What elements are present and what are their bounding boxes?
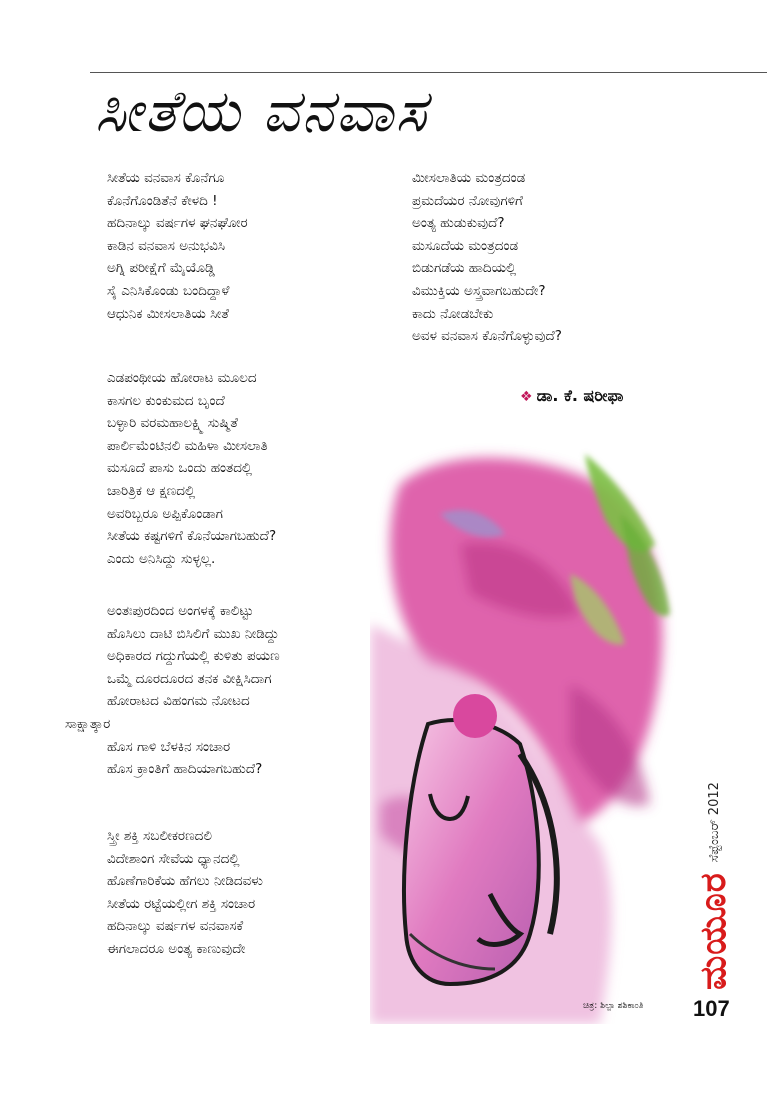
poem-line: ಅಗ್ನಿ ಪರೀಕ್ಷೆಗೆ ಮೈಯೊಡ್ಡಿ [107,260,216,277]
poem-line: ಕಾದು ನೋಡಬೇಕು [412,305,494,322]
poem-line: ವಿದೇಶಾಂಗ ಸೇವೆಯ ಧ್ಯಾನದಲ್ಲಿ [107,850,240,867]
poem-line: ಈಗಲಾದರೂ ಅಂತ್ಯ ಕಾಣುವುದೇ [107,940,246,957]
poem-line: ಬಳ್ಳಾರಿ ವರಮಹಾಲಕ್ಷ್ಮಿ ಸುಷ್ಮಿತೆ [107,415,238,432]
stanza-right [412,167,562,348]
poem-line: ಆಧುನಿಕ ಮೀಸಲಾತಿಯ ಸೀತೆ [107,305,229,322]
poem-line: ಸೀತೆಯ ರಟ್ಟೆಯಲ್ಲೀಗ ಶಕ್ತಿ ಸಂಚಾರ [107,895,256,912]
diamond-bullet-icon: ❖ [520,389,533,405]
poem-line: ಕೊನೆಗೊಂಡಿತೆನೆ ಕೇಳದಿ ! [107,192,218,209]
poem-line: ಹೊಸ ಗಾಳಿ ಬೆಳಕಿನ ಸಂಚಾರ [107,738,231,755]
poem-line: ಹೊಸ ಕ್ರಾಂತಿಗೆ ಹಾದಿಯಾಗಬಹುದೆ? [107,761,263,778]
poem-line: ಸೈ ಎನಿಸಿಕೊಂಡು ಬಂದಿದ್ದಾಳೆ [107,282,230,299]
poem-title: ಸೀತೆಯ ವನವಾಸ [95,77,429,145]
poem-line: ಸೀತೆಯ ಕಷ್ಟಗಳಿಗೆ ಕೊನೆಯಾಗಬಹುದೆ? [107,528,277,545]
poem-line: ಅಂತಃಪುರದಿಂದ ಅಂಗಳಕ್ಕೆ ಕಾಲಿಟ್ಟು [107,603,254,619]
poem-line: ಅಧಿಕಾರದ ಗದ್ದುಗೆಯಲ್ಲಿ ಕುಳಿತು ಪಯಣ [107,648,280,665]
poem-line: ಹೊಣೆಗಾರಿಕೆಯ ಹೆಗಲು ನೀಡಿದವಳು [107,873,263,890]
page-number: 107 [693,996,730,1021]
issue-date: ಸೆಪ್ಟೆಂಬರ್ 2012 [706,782,722,863]
stanza-2 [107,367,276,570]
poem-line: ಸೀತೆಯ ವನವಾಸ ಕೊನೆಗೂ [107,170,225,186]
poem-line: ಸ್ತ್ರೀ ಶಕ್ತಿ ಸಬಲೀಕರಣದಲಿ [107,828,212,844]
poem-line: ಬಿಡುಗಡೆಯ ಹಾದಿಯಲ್ಲಿ [412,260,517,277]
poem-line: ಅವರಿಬ್ಬರೂ ಅಪ್ಪಿಕೊಂಡಾಗ [107,505,223,522]
watercolor-illustration [370,424,688,1024]
stanza-3 [65,600,280,781]
poem-line: ಪ್ರಮದೆಯರ ನೋವುಗಳಿಗೆ [412,192,523,209]
poem-line: ಮಸೂದೆಯ ಮಂತ್ರದಂಡ [412,237,519,254]
poem-line: ಎಡಪಂಥೀಯ ಹೋರಾಟ ಮೂಲದ [107,370,257,386]
poem-line: ಕಾಡಿನ ವನವಾಸ ಅನುಭವಿಸಿ [107,237,225,254]
stanza-1 [107,167,248,325]
top-rule [90,72,767,73]
stanza-4 [107,825,263,961]
poem-line: ಚಾರಿತ್ರಿಕ ಆ ಕ್ಷಣದಲ್ಲಿ [107,482,196,499]
poem-line: ಹದಿನಾಲ್ಕು ವರ್ಷಗಳ ಘನಘೋರ [107,215,248,232]
poem-line: ಎಂದು ಅನಿಸಿದ್ದು ಸುಳ್ಳಲ್ಲ. [107,550,216,567]
poem-line: ಒಮ್ಮೆ ದೂರದೂರದ ತನಕ ವೀಕ್ಷಿಸಿದಾಗ [107,670,272,687]
author-byline [520,386,623,406]
poem-line: ಕಾಸಗಲ ಕುಂಕುಮದ ಬೃಂದೆ [107,392,225,409]
poem-line: ಸಾಕ್ಷಾತ್ಕಾರ [65,715,111,732]
poem-line: ಮಸೂದೆ ಪಾಸು ಒಂದು ಹಂತದಲ್ಲಿ [107,460,253,477]
poem-line: ವಿಮುಕ್ತಿಯ ಅಸ್ತ್ರವಾಗಬಹುದೇ? [412,282,546,299]
magazine-name: ಮಯೂರ [693,872,734,990]
illustration-credit: ಚಿತ್ರ: ಶಿಲ್ಪಾ ಶಶಿಕಾಂತಿ [583,1001,644,1011]
poem-line: ಹೊಸಿಲು ದಾಟಿ ಬಿಸಿಲಿಗೆ ಮುಖ ನೀಡಿದ್ದು [107,625,279,642]
poem-line: ಹೋರಾಟದ ವಿಹಂಗಮ ನೋಟದ [107,693,250,710]
poem-line: ಹದಿನಾಲ್ಕು ವರ್ಷಗಳ ವನವಾಸಕೆ [107,918,244,935]
poem-line: ಅಂತ್ಯ ಹುಡುಕುವುದೆ? [412,215,505,232]
poem-line: ಅವಳ ವನವಾಸ ಕೊನೆಗೊಳ್ಳುವುದೆ? [412,328,562,345]
author-name: ಡಾ. ಕೆ. ಷರೀಫಾ [536,386,624,405]
poem-line: ಮೀಸಲಾತಿಯ ಮಂತ್ರದಂಡ [412,170,526,186]
poem-line: ಪಾರ್ಲಿಮೆಂಟಿನಲಿ ಮಹಿಳಾ ಮೀಸಲಾತಿ [107,437,268,454]
